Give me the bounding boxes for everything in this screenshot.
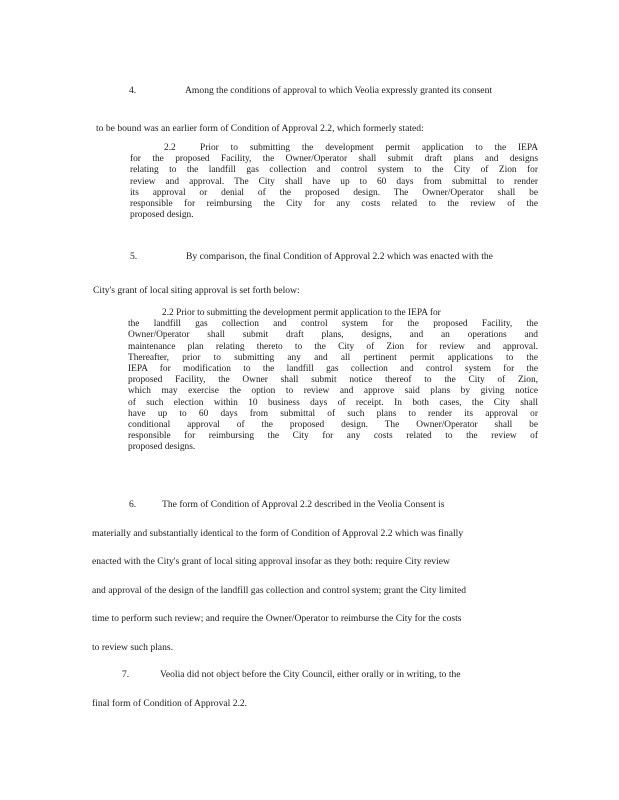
paragraph-4-number: 4.	[129, 85, 137, 96]
quote-1-line-4: review and approval. The City shall have up to 60 days from submittal to render	[130, 176, 538, 187]
paragraph-5-line-2: City's grant of local siting approval is set forth below:	[93, 284, 300, 296]
paragraph-6	[92, 493, 544, 659]
paragraph-4-line-1: Among the conditions of approval to which Veolia expressly granted its consent	[185, 85, 493, 96]
quote-2-line-10: have up to 60 days from submittal of such plans to render its approval or	[128, 408, 538, 419]
paragraph-7-number: 7.	[122, 669, 130, 680]
quote-2-line-3: Owner/Operator shall submit draft plans, designs, and an operations and	[128, 330, 538, 341]
quote-2-line-11: conditional approval of the proposed design. The Owner/Operator shall be	[128, 420, 538, 431]
paragraph-6-line-1: The form of Condition of Approval 2.2 described in the Veolia Consent is	[162, 499, 445, 510]
paragraph-5-line-1: By comparison, the final Condition of Approval 2.2 which was enacted with the	[186, 251, 493, 262]
quote-2-line-8: which may exercise the option to review and approve said plans by giving notice	[128, 386, 538, 397]
quote-2-line-6: IEPA for modification to the landfill gas collection and control system for the	[128, 364, 538, 375]
quote-1-line-2: for the proposed Facility, the Owner/Operator shall submit draft plans and designs	[130, 154, 538, 165]
quote-2-line-1: 2.2 Prior to submitting the development permit application to the IEPA for	[162, 308, 441, 318]
quote-2-line-4: maintenance plan relating thereto to the City of Zion for review and approval.	[128, 341, 538, 352]
quote-1-line-6: responsible for reimbursing the City for any costs related to the review of the	[130, 199, 538, 210]
quote-2-line-13: proposed designs.	[128, 442, 196, 453]
block-quote-2	[128, 308, 538, 454]
paragraph-6-line-3: enacted with the City's grant of local siting approval insofar as they both: require City review	[92, 556, 450, 567]
quote-2-line-9: of such election within 10 business days of receipt. In both cases, the City shall	[128, 397, 538, 408]
block-quote-1	[130, 143, 538, 221]
paragraph-4	[96, 79, 546, 140]
paragraph-6-line-2: materially and substantially identical to the form of Condition of Approval 2.2 which was finally	[92, 527, 464, 539]
quote-1-line-5: its approval or denial of the proposed design. The Owner/Operator shall be	[130, 187, 538, 198]
paragraph-6-line-6: to review such plans.	[92, 641, 173, 653]
quote-2-line-5: Thereafter, prior to submitting any and all pertinent permit applications to the	[128, 352, 538, 363]
quote-2-line-12: responsible for reimbursing the City for any costs related to the review of	[128, 431, 538, 442]
paragraph-7	[92, 663, 544, 715]
paragraph-6-line-4: and approval of the design of the landfill gas collection and control system; grant the City limited	[92, 584, 467, 596]
quote-1-line-3: relating to the landfill gas collection and control system to the City of Zion for	[130, 165, 538, 176]
quote-1-line-1: Prior to submitting the development permit application to the IEPA	[200, 143, 538, 153]
quote-2-line-7: proposed Facility, the Owner shall submit notice thereof to the City of Zion,	[128, 375, 538, 386]
paragraph-7-line-1: Veolia did not object before the City Council, either orally or in writing, to the	[160, 669, 461, 680]
paragraph-5	[93, 245, 545, 302]
quote-1-line-7: proposed design.	[130, 210, 194, 221]
paragraph-6-number: 6.	[129, 499, 137, 510]
paragraph-5-number: 5.	[130, 251, 138, 262]
paragraph-6-line-5: time to perform such review; and require the Owner/Operator to reimburse the City for the costs	[92, 613, 462, 624]
paragraph-7-line-2: final form of Condition of Approval 2.2.	[92, 697, 248, 709]
quote-1-number: 2.2	[164, 143, 176, 153]
paragraph-4-line-2: to be bound was an earlier form of Condition of Approval 2.2, which formerly stated:	[96, 122, 424, 134]
quote-2-line-2: the landfill gas collection and control system for the proposed Facility, the	[128, 319, 538, 330]
